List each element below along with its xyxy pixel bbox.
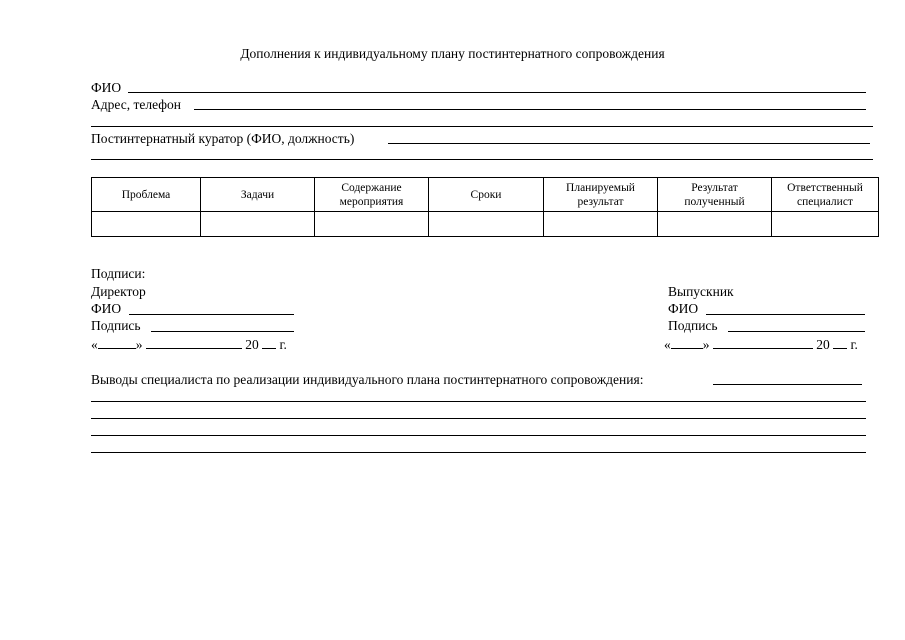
date-year-suffix: г. <box>279 337 287 352</box>
graduate-sign-label: Подпись <box>668 318 718 333</box>
date-year-suffix: г. <box>850 337 858 352</box>
director-day-blank[interactable] <box>98 336 136 349</box>
header-responsible: Ответственный специалист <box>772 178 879 212</box>
conclusions-line-1[interactable] <box>91 401 866 402</box>
date-quote-close: » <box>702 337 710 352</box>
graduate-date <box>664 336 858 353</box>
document-title: Дополнения к индивидуальному плану постинтернатного сопровождения <box>240 46 665 61</box>
director-sign-line[interactable] <box>151 331 294 332</box>
curator-extra-line[interactable] <box>91 159 873 160</box>
graduate-day-blank[interactable] <box>671 336 703 349</box>
table-cell[interactable] <box>201 212 315 237</box>
graduate-month-blank[interactable] <box>713 336 813 349</box>
fio-label: ФИО <box>91 80 122 95</box>
date-quote-close: » <box>135 337 143 352</box>
director-role: Директор <box>91 284 146 299</box>
table-cell[interactable] <box>658 212 772 237</box>
date-year-prefix: 20 <box>816 337 830 352</box>
conclusions-label: Выводы специалиста по реализации индивидуального плана постинтернатного сопровождения: <box>91 372 644 387</box>
curator-label: Постинтернатный куратор (ФИО, должность) <box>91 131 355 146</box>
header-problem: Проблема <box>92 178 201 212</box>
graduate-role: Выпускник <box>668 284 734 299</box>
conclusions-line-2[interactable] <box>91 418 866 419</box>
plan-table <box>91 177 879 237</box>
table-row <box>92 212 879 237</box>
curator-input-line[interactable] <box>388 143 870 144</box>
date-quote-open: « <box>664 337 671 352</box>
table-cell[interactable] <box>544 212 658 237</box>
table-cell[interactable] <box>315 212 429 237</box>
header-content: Содержание мероприятия <box>315 178 429 212</box>
address-extra-line[interactable] <box>91 126 873 127</box>
director-sign-label: Подпись <box>91 318 141 333</box>
header-obtained-result: Результат полученный <box>658 178 772 212</box>
header-tasks: Задачи <box>201 178 315 212</box>
director-fio-label: ФИО <box>91 301 122 316</box>
graduate-fio-label: ФИО <box>668 301 699 316</box>
date-year-prefix: 20 <box>245 337 259 352</box>
table-cell[interactable] <box>92 212 201 237</box>
graduate-fio-line[interactable] <box>706 314 865 315</box>
table-header-row <box>92 178 879 212</box>
director-fio-line[interactable] <box>129 314 294 315</box>
date-quote-open: « <box>91 337 98 352</box>
signatures-heading: Подписи: <box>91 266 146 281</box>
conclusions-line-3[interactable] <box>91 435 866 436</box>
director-month-blank[interactable] <box>146 336 242 349</box>
conclusions-line-4[interactable] <box>91 452 866 453</box>
conclusions-inline-line[interactable] <box>713 384 862 385</box>
director-date <box>91 336 287 353</box>
graduate-sign-line[interactable] <box>728 331 865 332</box>
director-year-blank[interactable] <box>262 336 276 349</box>
graduate-year-blank[interactable] <box>833 336 847 349</box>
header-planned-result: Планируемый результат <box>544 178 658 212</box>
header-deadlines: Сроки <box>429 178 544 212</box>
fio-input-line[interactable] <box>128 92 866 93</box>
table-cell[interactable] <box>429 212 544 237</box>
address-input-line[interactable] <box>194 109 866 110</box>
table-cell[interactable] <box>772 212 879 237</box>
address-label: Адрес, телефон <box>91 97 181 112</box>
